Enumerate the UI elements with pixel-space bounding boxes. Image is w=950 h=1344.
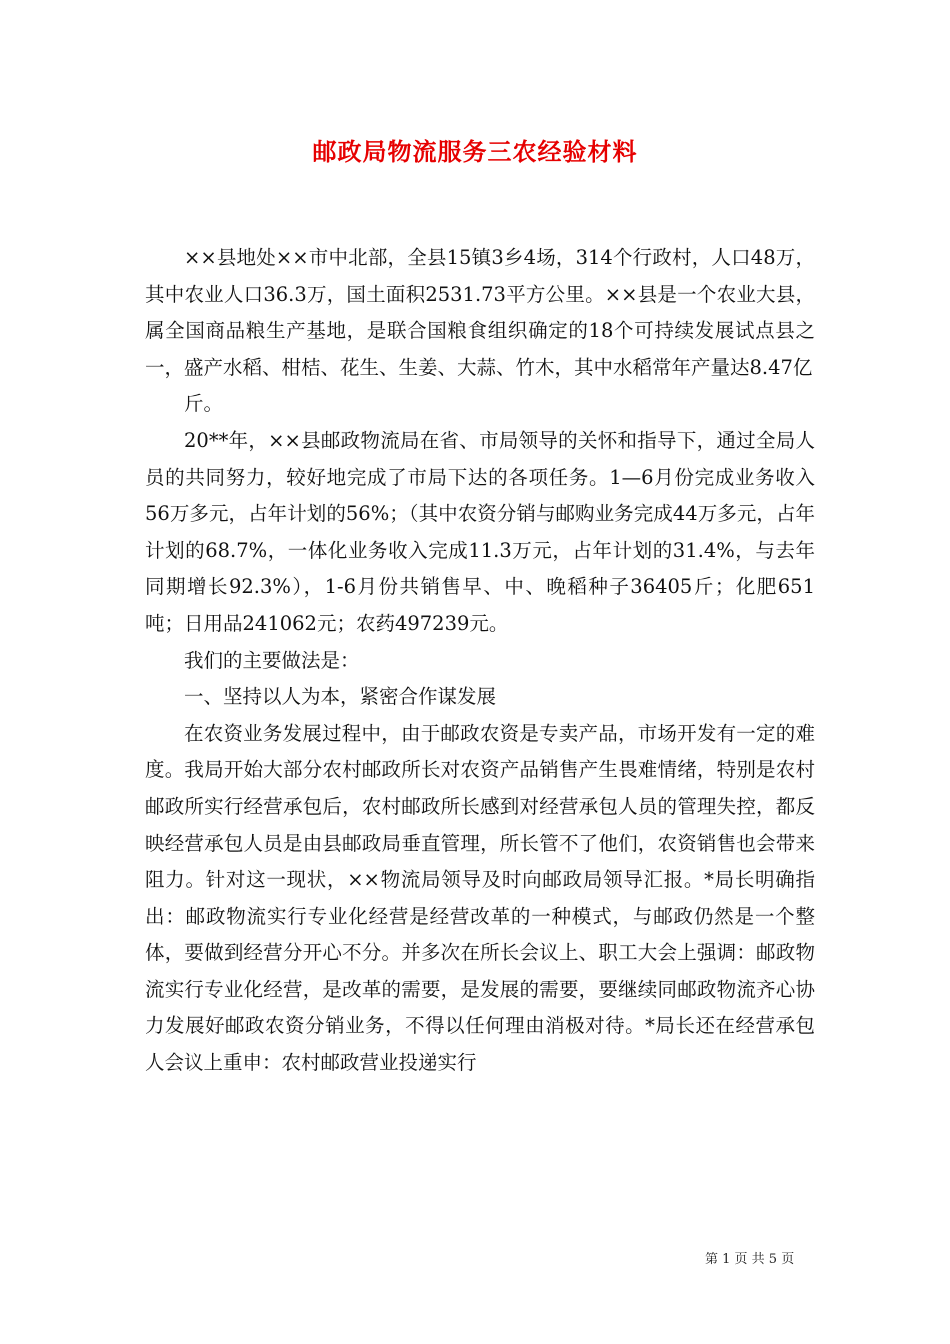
page-number: 第 1 页 共 5 页 (705, 1252, 795, 1267)
paragraph-section-1: 在农资业务发展过程中，由于邮政农资是专卖产品，市场开发有一定的难度。我局开始大部分农村邮政所长对农资产品销售产生畏难情绪，特别是农村邮政所实行经营承包后，农村邮政所长感到对经营承包人员的管理失控，都反映经营承包人员是由县邮政局垂直管理，所长管不了他们，农资销售也会带来阻力。针对这一现状，××物流局领导及时向邮政局领导汇报。*局长明确指出：邮政物流实行专业化经营是经营改革的一种模式，与邮政仍然是一个整体，要做到经营分开心不分。并多次在所长会议上、职工大会上强调：邮政物流实行专业化经营，是改革的需要，是发展的需要，要继续同邮政物流齐心协力发展好邮政农资分销业务，不得以任何理由消极对待。*局长还在经营承包人会议上重申：农村邮政营业投递实行 (145, 721, 815, 1075)
paragraph-achievements: 20**年，××县邮政物流局在省、市局领导的关怀和指导下，通过全局人员的共同努力，较好地完成了市局下达的各项任务。1—6月份完成业务收入56万多元，占年计划的56%；（其中农资分销与邮购业务完成44万多元，占年计划的68.7%，一体化业务收入完成11.3万元，占年计划的31.4%，与去年同期增长92.3%），1-6月份共销售早、中、晚稻种子36405斤；化肥651吨；日用品241062元；农药497239元。 (145, 428, 815, 635)
document-body (145, 240, 815, 1082)
paragraph-intro: ××县地处××市中北部，全县15镇3乡4场，314个行政村，人口48万，其中农业人口36.3万，国土面积2531.73平方公里。××县是一个农业大县，属全国商品粮生产基地，是联合国粮食组织确定的18个可持续发展试点县之一，盛产水稻、柑桔、花生、生姜、大蒜、竹木，其中水稻常年产量达8.47亿 (145, 246, 815, 379)
section-heading-1: 一、坚持以人为本，紧密合作谋发展 (184, 685, 497, 709)
paragraph-intro-continued: 斤。 (184, 392, 224, 416)
document-title: 邮政局物流服务三农经验材料 (312, 137, 638, 166)
paragraph-methods-intro: 我们的主要做法是： (184, 648, 360, 672)
